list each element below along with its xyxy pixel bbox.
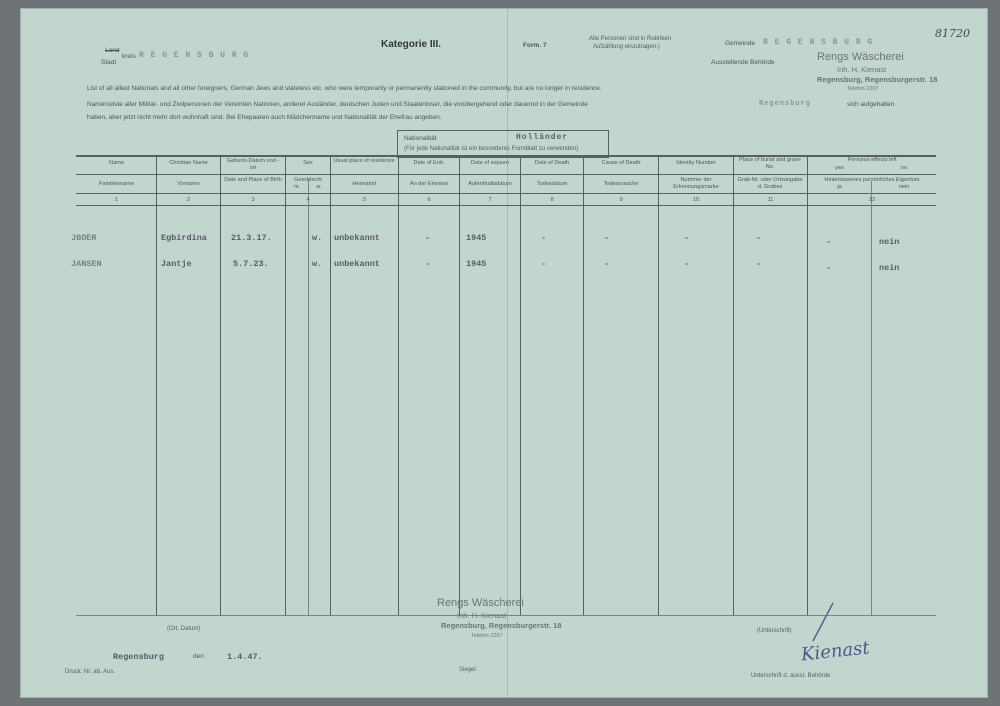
col10-en: Identity Number xyxy=(676,160,716,166)
row1-death: - xyxy=(541,233,547,243)
stamp-top-line1: Rengs Wäscherei xyxy=(817,51,904,63)
row1-entry: - xyxy=(425,233,431,243)
nationality-box xyxy=(397,130,609,158)
col1-en: Name xyxy=(109,160,124,166)
page-number: 81720 xyxy=(935,27,970,40)
footer-siegel: Siegel xyxy=(459,667,476,673)
col5-en: Usual place of residence xyxy=(333,158,395,164)
col4-sub-m: m. xyxy=(293,184,301,190)
col11-en: Place of burial and grave No. xyxy=(739,157,801,170)
row2-death: - xyxy=(541,259,547,269)
col9-de: Todesursache xyxy=(603,181,639,187)
col3-de: Date and Place of Birth xyxy=(224,177,282,183)
col2-en: Christian Name xyxy=(169,160,208,166)
col8-de: Todesdatum xyxy=(536,181,568,187)
col-divider-7 xyxy=(520,155,521,615)
footer-stamp-line1: Rengs Wäscherei xyxy=(437,597,524,609)
col6-num: 6 xyxy=(427,197,431,203)
col1-de: Familienname xyxy=(98,181,135,187)
col9-en: Cause of Death xyxy=(601,160,641,166)
intro-german-place: Regensburg xyxy=(759,100,812,108)
col3-num: 3 xyxy=(251,197,255,203)
row2-sojourn: 1945 xyxy=(466,259,487,269)
col2-num: 2 xyxy=(186,197,191,203)
row1-burial: - xyxy=(756,233,762,243)
footer-printer: Druck. Nr. ab. Aus. xyxy=(65,669,116,675)
row2-yes: - xyxy=(826,263,832,273)
kreis-value: R E G E N S B U R G xyxy=(139,51,250,60)
row2-residence: unbekannt xyxy=(334,259,380,269)
col10-num: 10 xyxy=(692,197,700,203)
col11-num: 11 xyxy=(767,197,774,203)
col10-de: Nummer der Erkennungsmarke xyxy=(673,177,719,190)
footer-signature-label: (Unterschrift) xyxy=(757,628,792,634)
footer-date: 1.4.47. xyxy=(227,652,263,662)
intro-german-2: sich aufgehalten xyxy=(847,101,895,108)
col-divider-6 xyxy=(459,155,460,615)
note-top-1: Alle Personen sind in Rubriken xyxy=(589,36,672,42)
intro-english: List of all allied Nationals and all other foreigners, German Jews and stateless etc. who were temporarily or permanently stationed in the community, but are no longer in residence. xyxy=(87,85,602,92)
col11-de: Grab-Nr. oder Ortsangabe d. Grabes xyxy=(737,177,803,190)
col5-num: 5 xyxy=(362,197,367,203)
col2-de: Vorname xyxy=(177,181,200,187)
row1-birth: 21.3.17. xyxy=(231,233,272,243)
col-divider-1 xyxy=(156,155,157,615)
intro-german-3: haben, aber jetzt nicht mehr dort wohnhaft sind. Bei Ehepaaren auch Mädchenname und Nationalität der Ehefrau angeben. xyxy=(87,114,442,121)
row1-sojourn: 1945 xyxy=(466,233,487,243)
row1-no: nein xyxy=(879,237,900,247)
row2-entry: - xyxy=(425,259,431,269)
col-divider-4 xyxy=(330,155,331,615)
col-divider-9 xyxy=(658,155,659,615)
row2-identity: - xyxy=(684,259,690,269)
row1-identity: - xyxy=(684,233,690,243)
row2-burial: - xyxy=(756,259,762,269)
col8-en: Date of Death xyxy=(534,160,570,166)
col7-de: Aufenthaltsdatum xyxy=(468,181,512,187)
stamp-top-line4: Telefon 2207 xyxy=(847,86,879,92)
col4-de: Geschlecht xyxy=(294,177,322,183)
col3-en: Geburts-Datum und -ort xyxy=(226,158,280,171)
col12-num: 12 xyxy=(868,197,876,203)
row1-yes: - xyxy=(826,237,832,247)
row2-cause: - xyxy=(604,259,610,269)
col1-num: 1 xyxy=(114,197,119,203)
col6-sub: An der Einreise xyxy=(409,181,449,187)
col4-en: Sex xyxy=(303,160,313,166)
row1-cause: - xyxy=(604,233,610,243)
row2-first: Jantje xyxy=(161,259,192,269)
col12-en: Personal effects left xyxy=(847,157,897,163)
footer-left-label: (Ort, Datum) xyxy=(167,626,201,632)
form-number: Form. 7 xyxy=(523,42,547,49)
col7-en: Date of sojourn xyxy=(471,160,509,166)
footer-den: den xyxy=(193,653,204,660)
stamp-top-line2: Inh. H. Kienast xyxy=(837,65,887,74)
col12-ja: ja xyxy=(837,184,842,190)
col4-sub-w: w. xyxy=(316,184,322,190)
nationality-value: Holländer xyxy=(516,133,569,142)
col5-de: Heimatort xyxy=(352,181,377,187)
stadt-label: Stadt xyxy=(101,59,117,66)
row2-no: nein xyxy=(879,263,900,273)
col6-en: Date of Entr. xyxy=(413,160,445,166)
col-divider-3 xyxy=(285,155,286,615)
footer-stamp-line4: Telefon 2207 xyxy=(471,633,503,639)
col-divider-sex-sub xyxy=(308,179,309,615)
document-page xyxy=(20,8,988,698)
row2-name: JANSEN xyxy=(71,259,102,269)
kreis-label: kreis xyxy=(122,53,136,60)
col-divider-8 xyxy=(583,155,584,615)
intro-german-1: Namensliste aller Militär- und Zivilpersonen der Vereinten Nationen, anderer Ausländer, deutschen Juden und Staatenloser, die vorübergehend oder dauernd in der Gemeinde xyxy=(87,101,588,108)
footer-place: Regensburg xyxy=(113,652,165,662)
col8-num: 8 xyxy=(550,197,554,203)
stamp-top-line3: Regensburg, Regensburgerstr. 18 xyxy=(817,75,938,84)
signature-stroke xyxy=(807,601,837,645)
form-title: Kategorie III. xyxy=(381,39,442,50)
col9-num: 9 xyxy=(619,197,623,203)
behoerde-label: Ausstellende Behörde xyxy=(711,59,775,66)
col12-de: Hinterlassenes persönliches Eigentum xyxy=(824,177,920,183)
gemeinde-value: R E G E N S B U R G xyxy=(763,38,874,47)
col4-num: 4 xyxy=(306,197,310,203)
col-divider-12-sub xyxy=(871,181,872,615)
col-divider-5 xyxy=(398,155,399,615)
page-fold xyxy=(507,9,508,697)
col12-no: no xyxy=(900,165,908,171)
row2-birth: 5.7.23. xyxy=(233,259,269,269)
row2-sex: w. xyxy=(312,259,323,269)
nationality-note: (Für jede Nationalität ist ein besonderes Formblatt zu verwenden) xyxy=(404,146,579,152)
nationality-label: Nationalität xyxy=(404,135,437,142)
footer-stamp-line2: Inh. H. Kienast xyxy=(457,611,507,620)
row1-name: JBOER xyxy=(71,233,97,243)
col-divider-10 xyxy=(733,155,734,615)
note-top-2: Aufzählung einzutragen.) xyxy=(593,44,660,50)
handwritten-signature: Kienast xyxy=(800,637,871,666)
row1-sex: w. xyxy=(312,233,323,243)
footer-stamp-line3: Regensburg, Regensburgerstr. 18 xyxy=(441,621,562,630)
col-divider-2 xyxy=(220,155,221,615)
land-label: Land xyxy=(105,47,120,54)
col12-nein: nein xyxy=(898,184,910,190)
col-divider-11 xyxy=(807,155,808,615)
gemeinde-label: Gemeinde xyxy=(725,40,755,47)
col7-num: 7 xyxy=(488,197,492,203)
row1-residence: unbekannt xyxy=(334,233,380,243)
footer-right-bottom: Unterschrift d. ausst. Behörde xyxy=(751,673,831,679)
col12-yes: yes xyxy=(835,165,844,171)
row1-first: Egbirdina xyxy=(161,233,207,243)
